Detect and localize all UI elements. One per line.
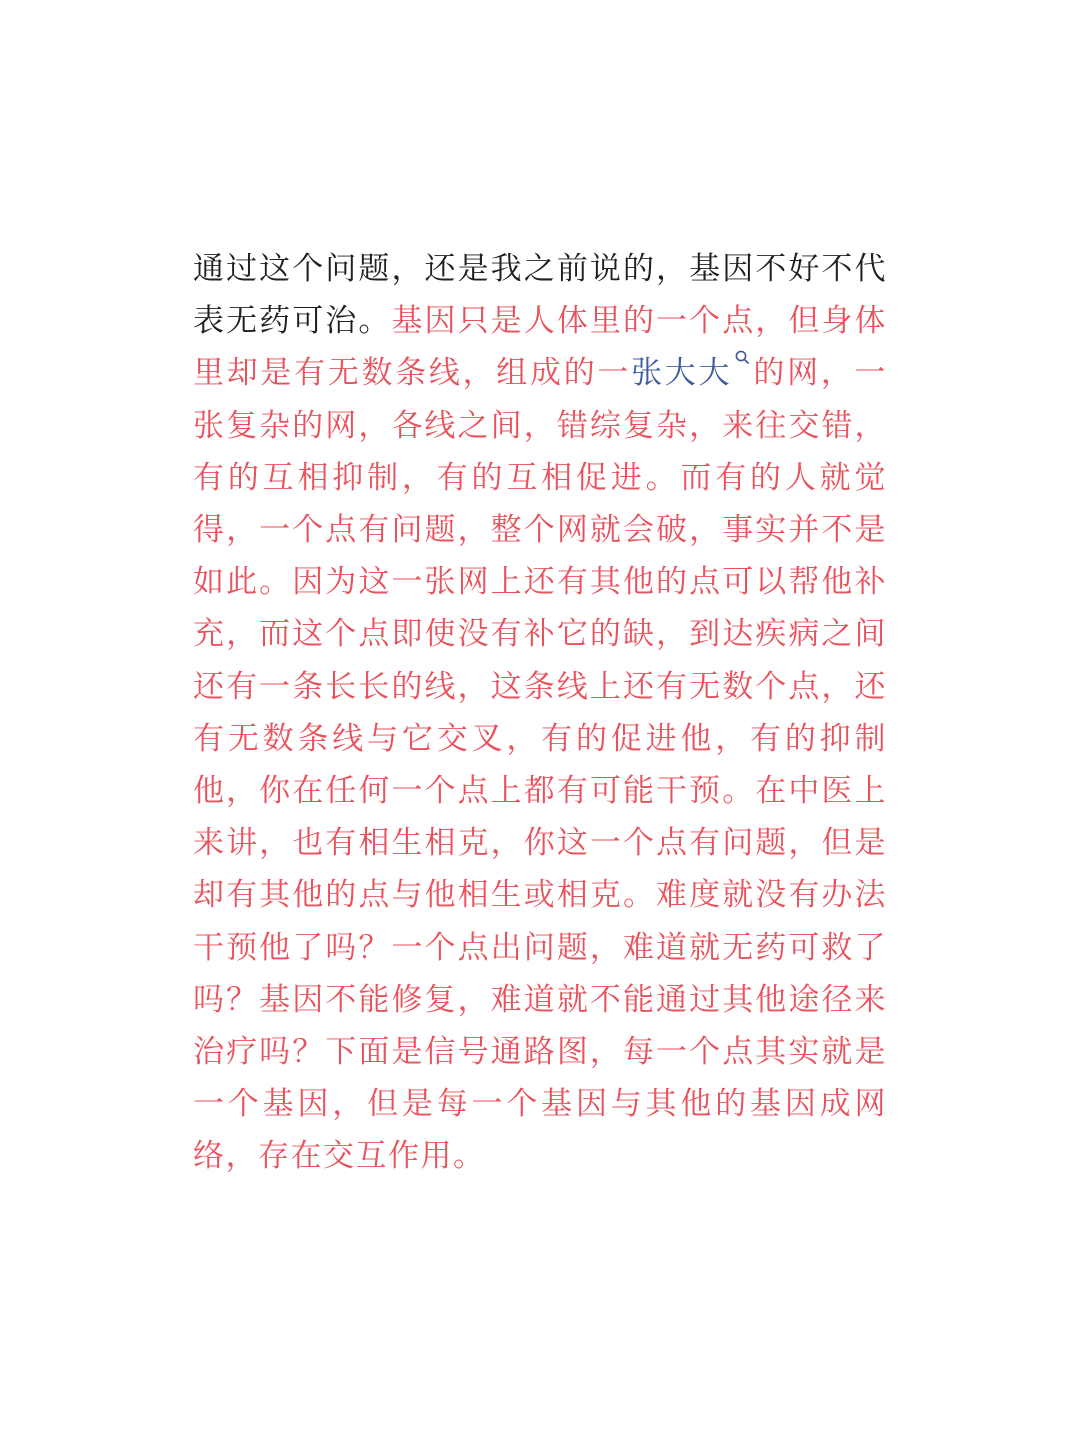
article-intro-text: 通过这个问题，还是我之前说的，基因不好不代表无药可治。 <box>193 251 887 340</box>
keyword-link-label: 张大大 <box>631 355 733 392</box>
search-icon <box>734 349 750 369</box>
keyword-search-link[interactable] <box>631 355 752 391</box>
article-highlight-text: 基因只是人体里的一个点，但身体里却是有无数条线，组成的一 <box>193 303 888 392</box>
article-body <box>193 243 887 1183</box>
article-highlight-text-continued: 的网，一张复杂的网，各线之间，错综复杂，来往交错，有的互相抑制，有的互相促进。而有的人就觉得，一个点有问题，整个网就会破，事实并不是如此。因为这一张网上还有其他的点可以帮他补充，而这个点即使没有补它的缺，到达疾病之间还有一条长长的线，这条线上还有无数个点，还有无数条线与它交叉，有的促进他，有的抑制他，你在任何一个点上都有可能干预。在中医上来讲，也有相生相克，你这一个点有问题，但是却有其他的点与他相生或相克。难度就没有办法干预他了吗？一个点出问题，难道就无药可救了吗？基因不能修复，难道就不能通过其他途径来治疗吗？下面是信号通路图，每一个点其实就是一个基因，但是每一个基因与其他的基因成网络，存在交互作用。 <box>193 355 888 1175</box>
